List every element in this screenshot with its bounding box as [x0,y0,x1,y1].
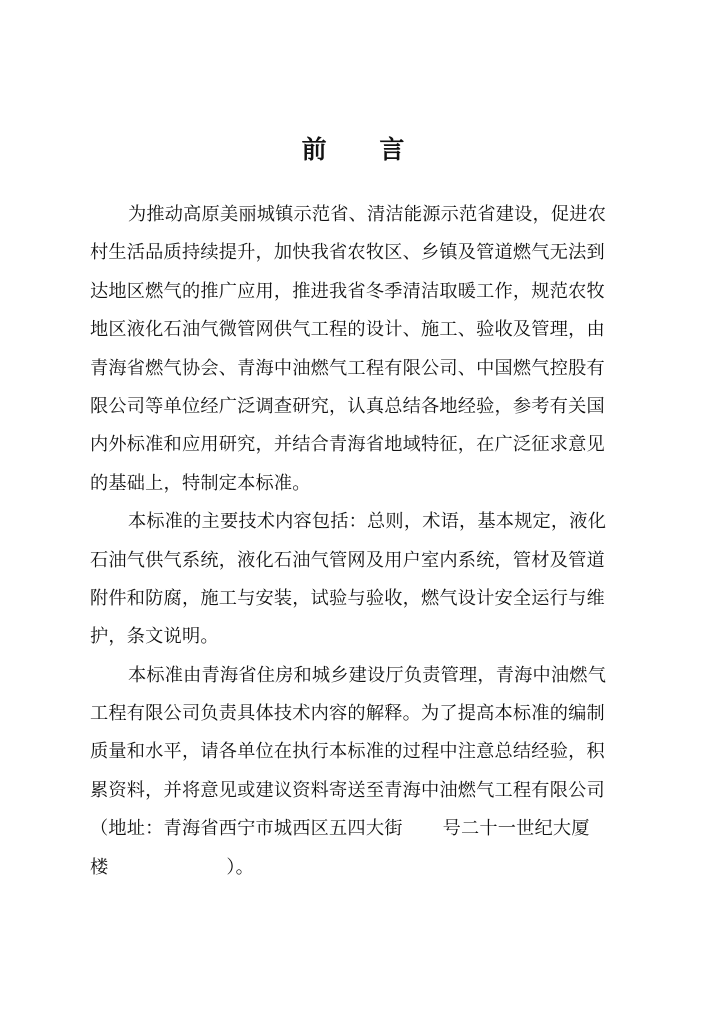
paragraph-3-line-2: 工程有限公司负责具体技术内容的解释。为了提高本标准的编制 [90,703,605,725]
address-part-1: （地址：青海省西宁市城西区五四大街 [90,818,403,840]
address-part-2: 号二十一世纪大厦 [442,818,590,840]
paragraph-1-line-5: 青海省燃气协会、青海中油燃气工程有限公司、中国燃气控股有 [90,357,605,379]
paragraph-1-line-2: 村生活品质持续提升，加快我省农牧区、乡镇及管道燃气无法到 [90,242,605,264]
paragraph-3-line-1: 本标准由青海省住房和城乡建设厅负责管理，青海中油燃气 [128,664,607,686]
address-end: ）。 [226,856,255,878]
paragraph-1-line-7: 内外标准和应用研究，并结合青海省地域特征，在广泛征求意见 [90,434,605,456]
paragraph-2-line-1: 本标准的主要技术内容包括：总则，术语，基本规定，液化 [128,511,607,533]
paragraph-2-line-4: 护，条文说明。 [90,626,219,648]
paragraph-1-line-3: 达地区燃气的推广应用，推进我省冬季清洁取暖工作，规范农牧 [90,280,605,302]
page-title: 前 言 [301,135,427,164]
paragraph-1-line-8: 的基础上，特制定本标准。 [90,472,311,494]
paragraph-3-line-5 [90,810,620,848]
paragraph-3-line-4: 累资料，并将意见或建议资料寄送至青海中油燃气工程有限公司 [90,779,605,801]
paragraph-3-line-6 [90,849,620,887]
body-text [90,196,620,887]
paragraph-2-line-2: 石油气供气系统，液化石油气管网及用户室内系统，管材及管道 [90,549,605,571]
paragraph-1-line-4: 地区液化石油气微管网供气工程的设计、施工、验收及管理，由 [90,319,605,341]
paragraph-1-line-6: 限公司等单位经广泛调查研究，认真总结各地经验，参考有关国 [90,395,605,417]
address-part-3: 楼 [90,856,109,878]
paragraph-3-line-3: 质量和水平，请各单位在执行本标准的过程中注意总结经验，积 [90,741,605,763]
paragraph-1-line-1: 为推动高原美丽城镇示范省、清洁能源示范省建设，促进农 [128,204,607,225]
paragraph-2-line-3: 附件和防腐，施工与安装，试验与验收，燃气设计安全运行与维 [90,587,605,609]
